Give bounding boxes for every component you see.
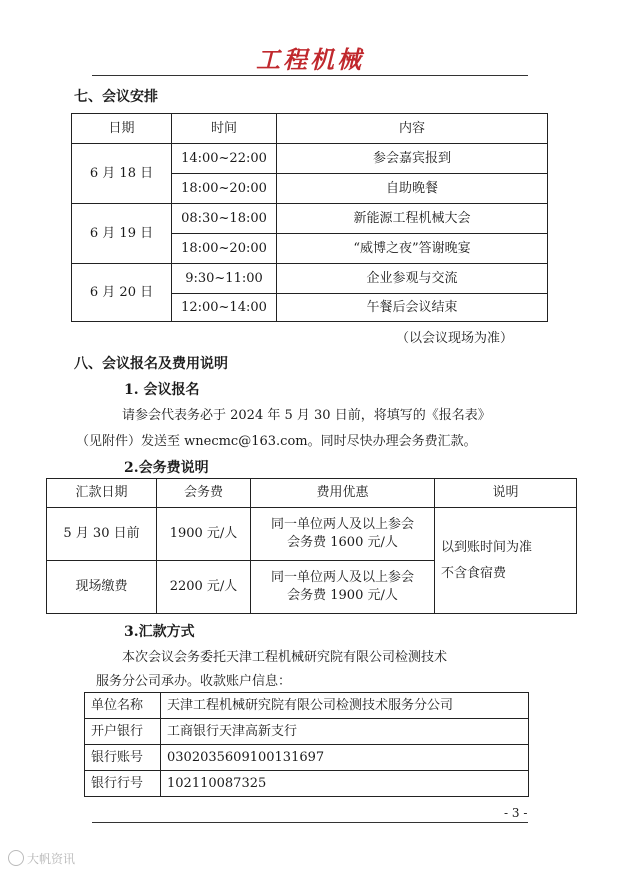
schedule-note: （以会议现场为准） <box>396 331 514 346</box>
remit-date-cell: 现场缴费 <box>47 561 157 614</box>
col-time-header: 时间 <box>172 114 277 144</box>
footer-rule <box>92 822 528 823</box>
table-row <box>72 144 548 174</box>
discount-line2: 会务费 1900 元/人 <box>287 588 398 603</box>
schedule-header-row <box>72 114 548 144</box>
header-rule <box>92 75 528 76</box>
schedule-table <box>71 113 548 322</box>
remark-line1: 以到账时间为准 <box>441 539 533 555</box>
content-cell: 新能源工程机械大会 <box>277 204 548 234</box>
discount-line1: 同一单位两人及以上参会 <box>270 517 414 532</box>
col-fee-header: 会务费 <box>157 479 251 508</box>
remark-line2: 不含食宿费 <box>441 565 507 581</box>
table-row <box>85 719 529 745</box>
content-cell: “威博之夜”答谢晚宴 <box>277 234 548 264</box>
fee-header-row <box>47 479 577 508</box>
watermark-icon <box>8 850 24 866</box>
fee-cell: 1900 元/人 <box>157 508 251 561</box>
col-date-header: 日期 <box>72 114 172 144</box>
subsection-fee-title: 2.会务费说明 <box>124 460 209 476</box>
col-remit-date-header: 汇款日期 <box>47 479 157 508</box>
account-value: 0302035609100131697 <box>161 745 529 771</box>
content-cell: 企业参观与交流 <box>277 264 548 294</box>
content-cell: 自助晚餐 <box>277 174 548 204</box>
time-cell: 18:00~20:00 <box>172 234 277 264</box>
table-row <box>47 508 577 561</box>
table-row <box>72 264 548 294</box>
journal-logo: 工程机械 <box>256 45 364 74</box>
discount-line2: 会务费 1600 元/人 <box>287 535 398 550</box>
payment-paragraph-line2: 服务分公司承办。收款账户信息： <box>96 674 292 689</box>
watermark <box>8 850 75 867</box>
content-cell: 午餐后会议结束 <box>277 294 548 322</box>
table-row <box>72 204 548 234</box>
account-label: 单位名称 <box>85 693 161 719</box>
time-cell: 14:00~22:00 <box>172 144 277 174</box>
time-cell: 18:00~20:00 <box>172 174 277 204</box>
payment-paragraph-line1: 本次会议会务委托天津工程机械研究院有限公司检测技术 <box>122 650 448 665</box>
date-cell: 6 月 20 日 <box>72 264 172 322</box>
account-value: 工商银行天津高新支行 <box>161 719 529 745</box>
table-row <box>85 771 529 797</box>
table-row <box>85 745 529 771</box>
col-content-header: 内容 <box>277 114 548 144</box>
remark-cell <box>435 508 577 614</box>
account-label: 开户银行 <box>85 719 161 745</box>
remit-date-cell: 5 月 30 日前 <box>47 508 157 561</box>
content-cell: 参会嘉宾报到 <box>277 144 548 174</box>
account-value: 天津工程机械研究院有限公司检测技术服务分公司 <box>161 693 529 719</box>
fee-table <box>46 478 577 614</box>
section-7-title: 七、会议安排 <box>74 89 158 105</box>
account-label: 银行行号 <box>85 771 161 797</box>
registration-paragraph-line2: （见附件）发送至 wnecmc@163.com。同时尽快办理会务费汇款。 <box>76 434 477 449</box>
fee-cell: 2200 元/人 <box>157 561 251 614</box>
date-cell: 6 月 19 日 <box>72 204 172 264</box>
discount-cell <box>251 561 435 614</box>
time-cell: 9:30~11:00 <box>172 264 277 294</box>
col-discount-header: 费用优惠 <box>251 479 435 508</box>
account-value: 102110087325 <box>161 771 529 797</box>
col-remark-header: 说明 <box>435 479 577 508</box>
subsection-registration-title: 1. 会议报名 <box>124 382 200 398</box>
discount-cell <box>251 508 435 561</box>
time-cell: 12:00~14:00 <box>172 294 277 322</box>
registration-paragraph-line1: 请参会代表务必于 2024 年 5 月 30 日前，将填写的《报名表》 <box>122 408 491 423</box>
time-cell: 08:30~18:00 <box>172 204 277 234</box>
account-label: 银行账号 <box>85 745 161 771</box>
date-cell: 6 月 18 日 <box>72 144 172 204</box>
watermark-text: 大帆资讯 <box>27 852 76 866</box>
page-number: - 3 - <box>504 806 528 820</box>
table-row <box>85 693 529 719</box>
discount-line1: 同一单位两人及以上参会 <box>270 570 414 585</box>
bank-account-table <box>84 692 529 797</box>
section-8-title: 八、会议报名及费用说明 <box>74 356 228 372</box>
subsection-payment-title: 3.汇款方式 <box>124 624 195 640</box>
